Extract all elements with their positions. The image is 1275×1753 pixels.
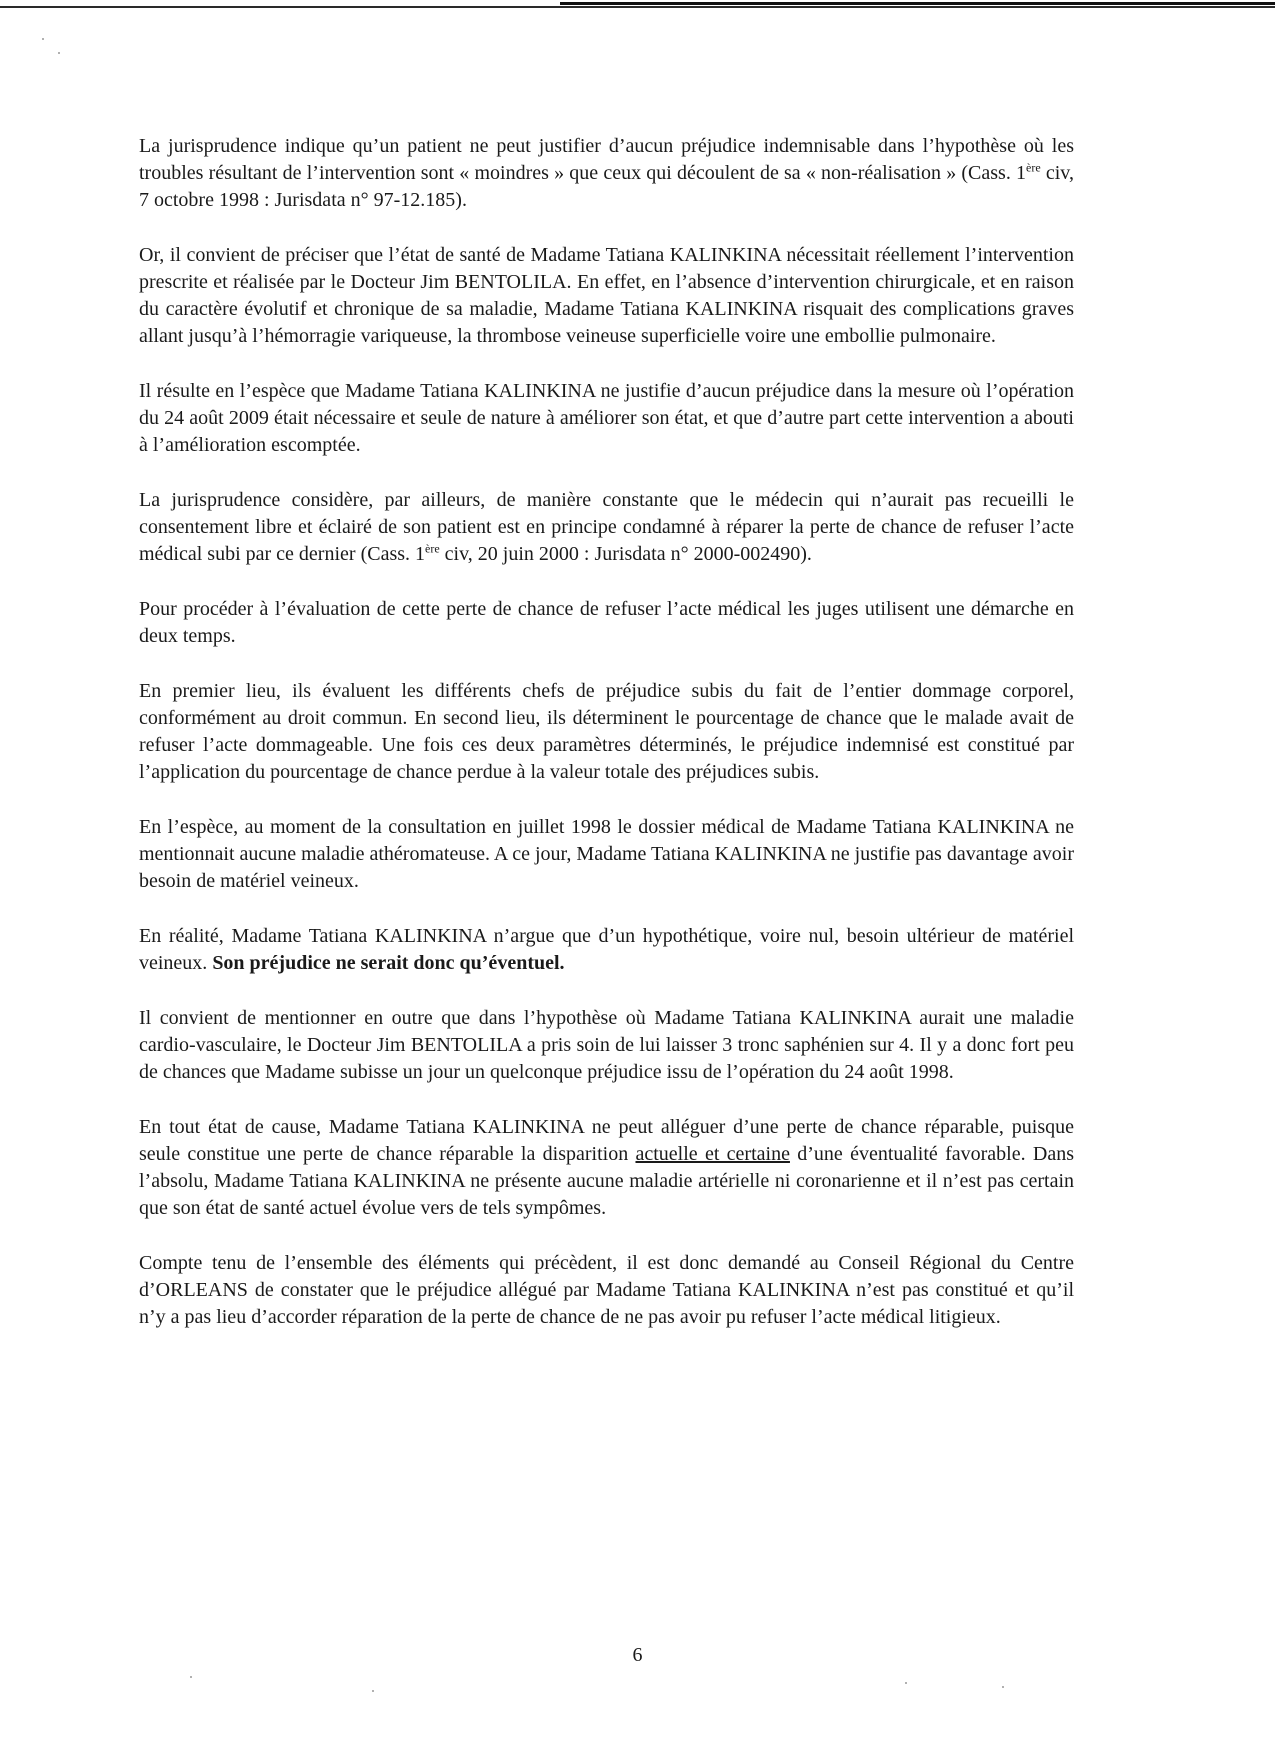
- page-number: 6: [632, 1644, 643, 1666]
- paragraph: [139, 378, 1074, 459]
- superscript: ère: [425, 541, 440, 556]
- superscript: ère: [1026, 160, 1041, 175]
- paragraph-text: Or, il convient de préciser que l’état de santé de Madame Tatiana KALINKINA nécessitait réellement l’intervention prescrite et réalisée par le Docteur Jim BENTOLILA. En effet, en l’absence d’intervention chirurgicale, et en raison du caractère évolutif et chronique de sa maladie, Madame Tatiana KALINKINA risquait des complications graves allant jusqu’à l’hémorragie variqueuse, la thrombose veineuse superficielle voire une embollie pulmonaire.: [139, 244, 1074, 347]
- document-body: [139, 133, 1074, 1359]
- paragraph-text: Il résulte en l’espèce que Madame Tatiana KALINKINA ne justifie d’aucun préjudice dans la mesure où l’opération du 24 août 2009 était nécessaire et seule de nature à améliorer son état, et que d’autre part cette intervention a abouti à l’amélioration escomptée.: [139, 380, 1074, 456]
- bold-text: Son préjudice ne serait donc qu’éventuel.: [212, 952, 565, 974]
- scan-speck: [190, 1676, 192, 1678]
- paragraph-text: La jurisprudence considère, par ailleurs, de manière constante que le médecin qui n’aurait pas recueilli le consentement libre et éclairé de son patient est en principe condamné à réparer la perte de chance de refuser l’acte médical subi par ce dernier (Cass. 1: [139, 489, 1074, 565]
- scan-speck: [372, 1690, 374, 1692]
- scan-speck: [905, 1682, 907, 1684]
- paragraph: [139, 923, 1074, 977]
- paragraph-text: Pour procéder à l’évaluation de cette perte de chance de refuser l’acte médical les juges utilisent une démarche en deux temps.: [139, 598, 1074, 647]
- paragraph: [139, 814, 1074, 895]
- paragraph-text: En premier lieu, ils évaluent les différents chefs de préjudice subis du fait de l’entier dommage corporel, conformément au droit commun. En second lieu, ils déterminent le pourcentage de chance que le malade avait de refuser l’acte dommageable. Une fois ces deux paramètres déterminés, le préjudice indemnisé est constitué par l’application du pourcentage de chance perdue à la valeur totale des préjudices subis.: [139, 680, 1074, 783]
- scan-speck: [58, 52, 60, 54]
- paragraph-text: Il convient de mentionner en outre que dans l’hypothèse où Madame Tatiana KALINKINA aurait une maladie cardio-vasculaire, le Docteur Jim BENTOLILA a pris soin de lui laisser 3 tronc saphénien sur 4. Il y a donc fort peu de chances que Madame subisse un jour un quelconque préjudice issu de l’opération du 24 août 1998.: [139, 1007, 1074, 1083]
- scan-edge-line: [0, 6, 1275, 8]
- paragraph-text: En l’espèce, au moment de la consultation en juillet 1998 le dossier médical de Madame Tatiana KALINKINA ne mentionnait aucune maladie athéromateuse. A ce jour, Madame Tatiana KALINKINA ne justifie pas davantage avoir besoin de matériel veineux.: [139, 816, 1074, 892]
- paragraph-text: En réalité, Madame Tatiana KALINKINA n’argue que d’un hypothétique, voire nul, besoin ultérieur de matériel veineux.: [139, 925, 1074, 974]
- paragraph-text: En tout état de cause, Madame Tatiana KALINKINA ne peut alléguer d’une perte de chance réparable, puisque seule constitue une perte de chance réparable la disparition: [139, 1116, 1074, 1165]
- paragraph: [139, 1114, 1074, 1222]
- scan-speck: [1002, 1686, 1004, 1688]
- paragraph: [139, 133, 1074, 214]
- paragraph: [139, 596, 1074, 650]
- paragraph: [139, 242, 1074, 350]
- paragraph: [139, 1250, 1074, 1331]
- paragraph-text: civ, 20 juin 2000 : Jurisdata n° 2000-002490).: [439, 543, 812, 565]
- paragraph-text: d’une éventualité favorable. Dans l’absolu, Madame Tatiana KALINKINA ne présente aucune maladie artérielle ni coronarienne et il n’est pas certain que son état de santé actuel évolue vers de tels sympômes.: [139, 1143, 1074, 1219]
- paragraph-text: La jurisprudence indique qu’un patient ne peut justifier d’aucun préjudice indemnisable dans l’hypothèse où les troubles résultant de l’intervention sont « moindres » que ceux qui découlent de sa « non-réalisation » (Cass. 1: [139, 135, 1074, 184]
- scan-edge-line-dark: [560, 2, 1275, 5]
- underlined-text: actuelle et certaine: [635, 1143, 790, 1165]
- paragraph: [139, 678, 1074, 786]
- scan-speck: [42, 38, 44, 40]
- paragraph-text: Compte tenu de l’ensemble des éléments qui précèdent, il est donc demandé au Conseil Régional du Centre d’ORLEANS de constater que le préjudice allégué par Madame Tatiana KALINKINA n’est pas constitué et qu’il n’y a pas lieu d’accorder réparation de la perte de chance de ne pas avoir pu refuser l’acte médical litigieux.: [139, 1252, 1074, 1328]
- paragraph: [139, 487, 1074, 568]
- paragraph: [139, 1005, 1074, 1086]
- paragraph-text: civ, 7 octobre 1998 : Jurisdata n° 97-12.185).: [139, 162, 1074, 211]
